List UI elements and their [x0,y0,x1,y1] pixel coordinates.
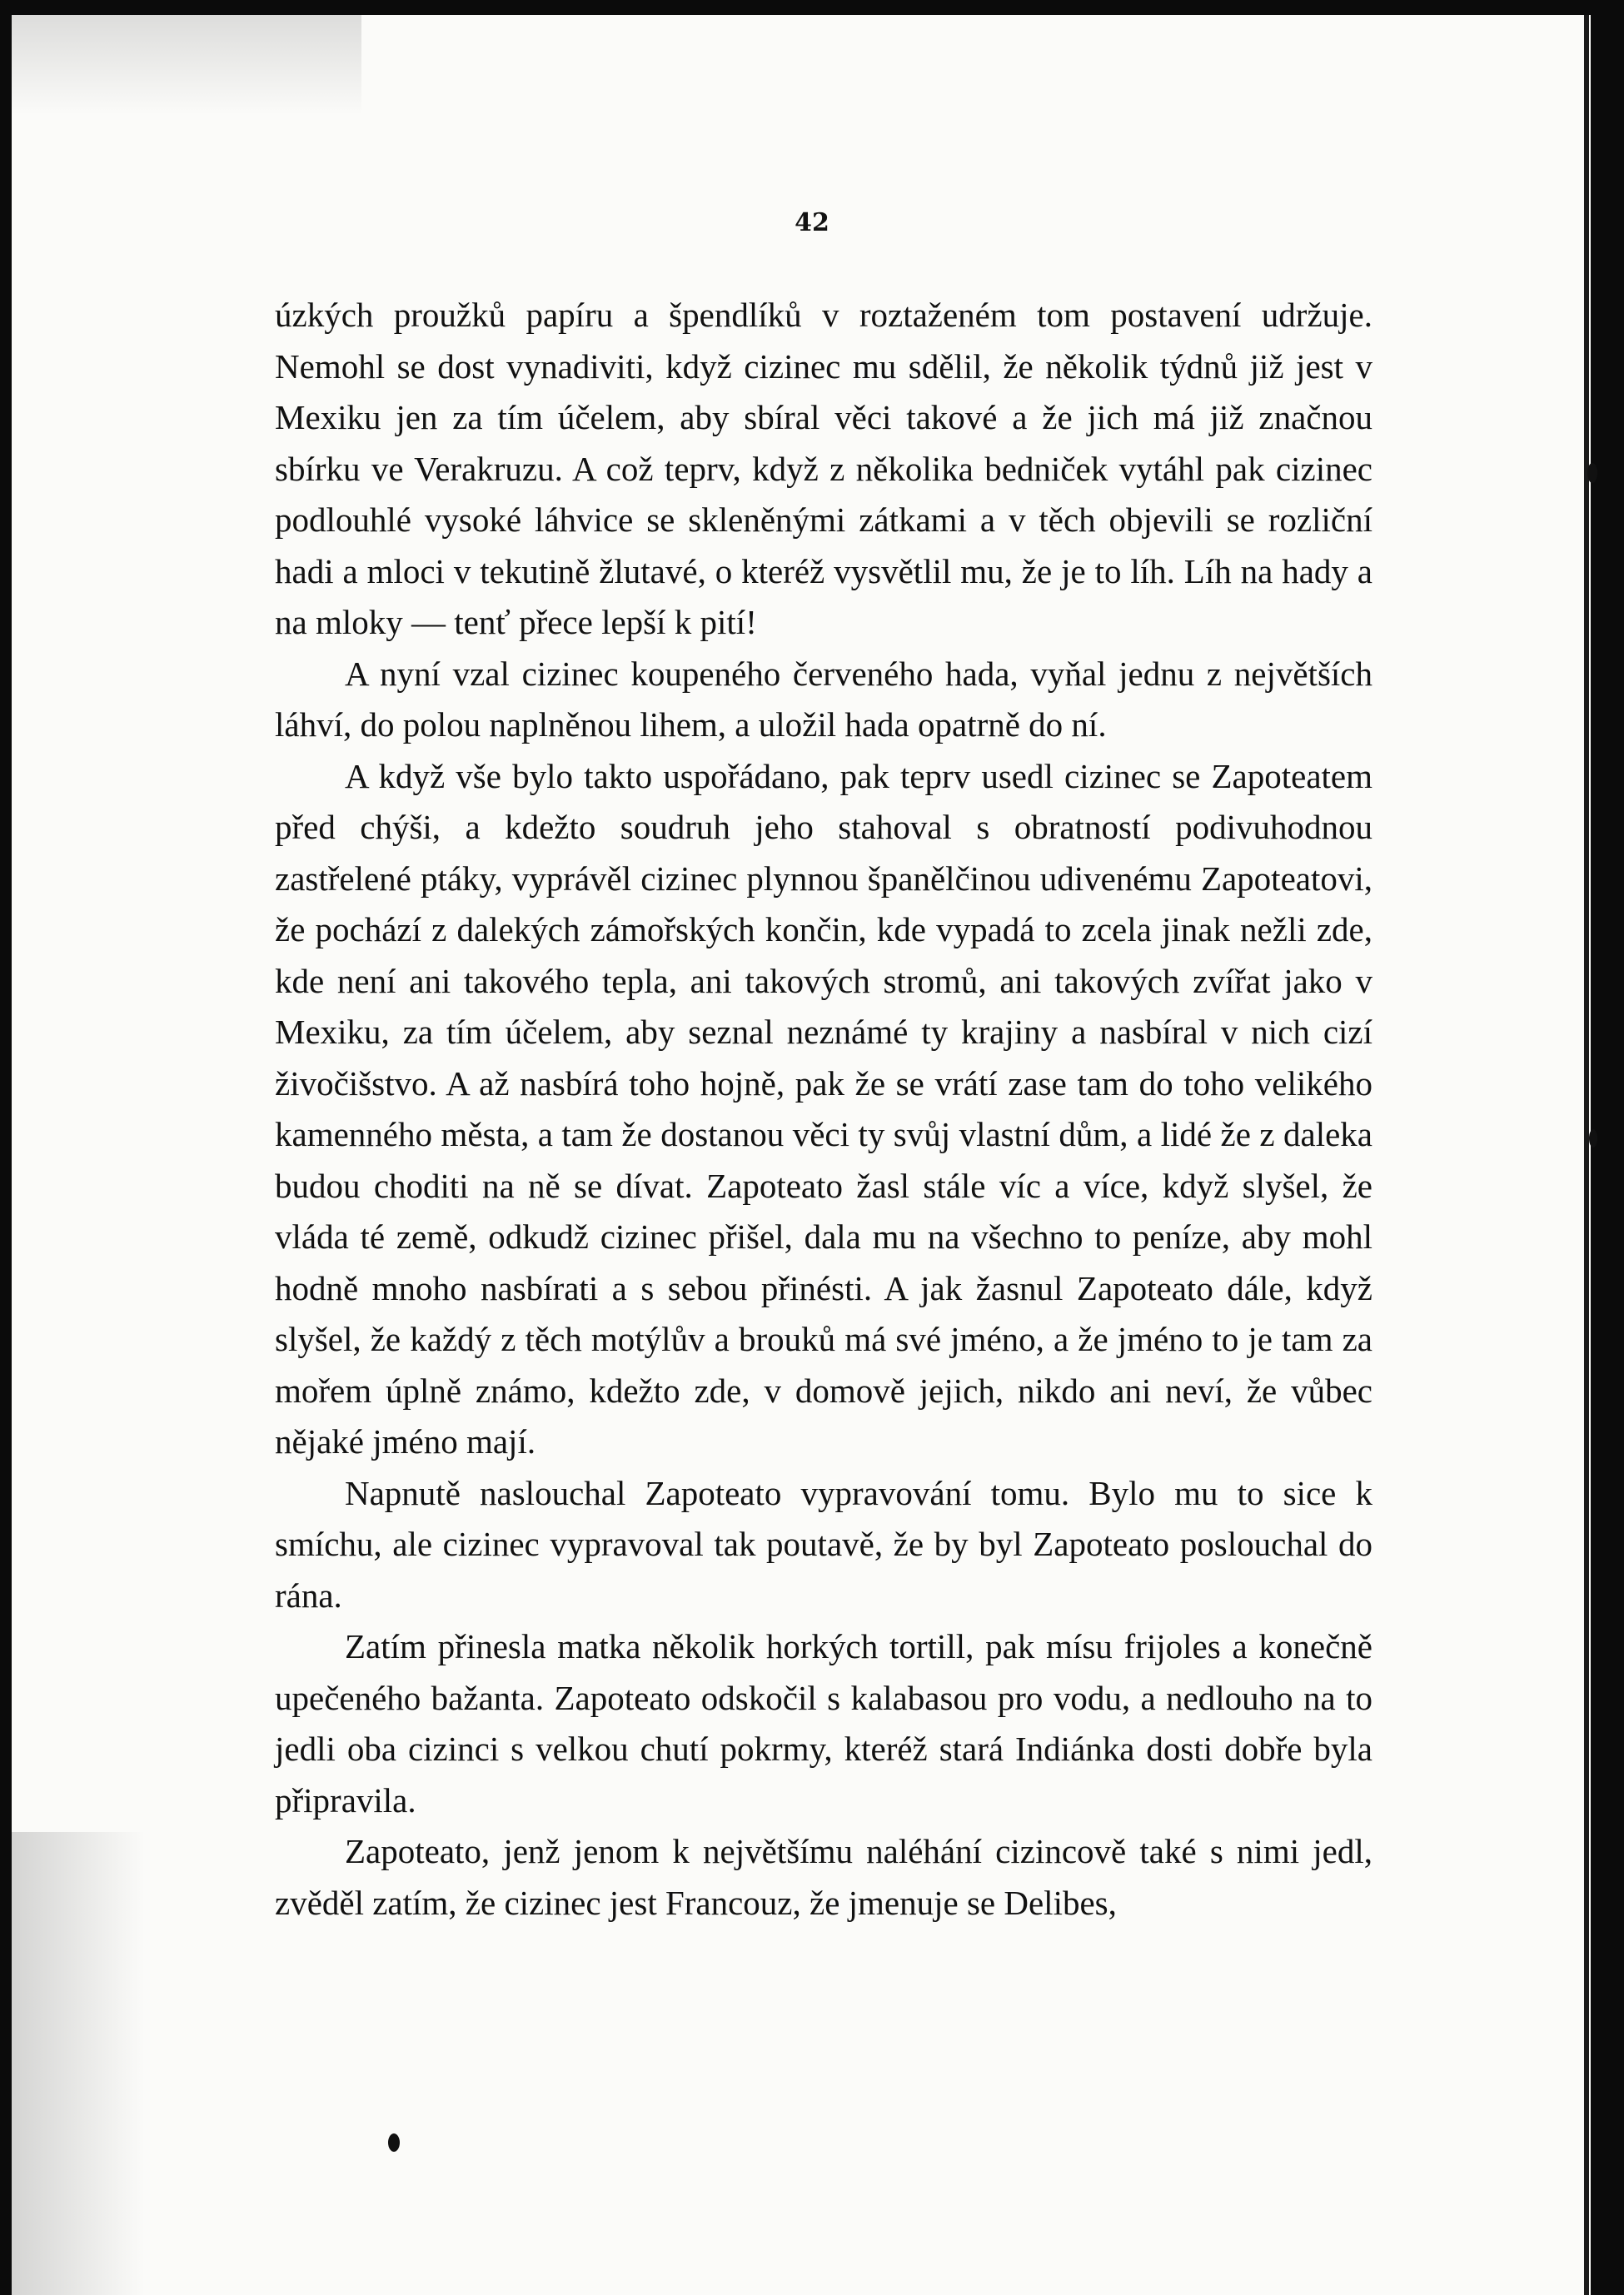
paragraph: A když vše bylo takto uspořádano, pak teprv usedl cizinec se Zapoteatem před chýši, a kdežto soudruh jeho stahoval s obratností podivuhodnou zastřelené ptáky, vyprávěl cizinec plynnou španělčinou udivenému Zapoteatovi, že pochází z dalekých zámořských končin, kde vypadá to zcela jinak nežli zde, kde není ani takového tepla, ani takových stromů, ani takových zvířat jako v Mexiku, za tím účelem, aby seznal neznámé ty krajiny a nasbíral v nich cizí živočišstvo. A až nasbírá toho hojně, pak že se vrátí zase tam do toho velikého kamenného města, a tam že dostanou věci ty svůj vlastní dům, a lidé že z daleka budou choditi na ně se dívat. Zapoteato žasl stále víc a více, když slyšel, že vláda té země, odkudž cizinec přišel, dala mu na všechno to peníze, aby mohl hodně mnoho nasbírati a s sebou přinésti. A jak žasnul Zapoteato dále, když slyšel, že každý z těch motýlův a brouků má své jméno, a že jméno to je tam za mořem úplně známo, kdežto zde, v domově jejich, nikdo ani neví, že vůbec nějaké jméno mají. [275,756,1372,1461]
body-text [275,290,1372,1929]
paragraph: Napnutě naslouchal Zapoteato vypravování tomu. Bylo mu to sice k smíchu, ale cizinec vypravoval tak poutavě, že by byl Zapoteato poslouchal do rána. [275,1473,1372,1615]
scan-border-left [0,0,12,2295]
paragraph: A nyní vzal cizinec koupeného červeného hada, vyňal jednu z největších láhví, do polou naplněnou lihem, a uložil hada opatrně do ní. [275,654,1372,744]
binding-hole-icon [1589,1129,1597,1148]
ink-blot-icon [388,2133,400,2152]
page-number: 42 [795,208,829,237]
paragraph: Zatím přinesla matka několik horkých tortill, pak mísu frijoles a konečně upečeného bažanta. Zapoteato odskočil s kalabasou pro vodu, a nedlouho na to jedli oba cizinci s velkou chutí pokrmy, kteréž stará Indiánka dosti dobře byla připravila. [275,1627,1372,1820]
binding-hole-icon [1587,463,1597,483]
paragraph: Zapoteato, jenž jenom k největšímu naléhání cizincově také s nimi jedl, zvěděl zatím, že cizinec jest Francouz, že jmenuje se Delibes, [275,1832,1372,1922]
scan-border-right [1591,0,1624,2295]
scan-border-top [0,0,1624,15]
scan-shadow-bottom-left [12,1832,145,2295]
paragraph: úzkých proužků papíru a špendlíků v roztaženém tom postavení udržuje. Nemohl se dost vynadiviti, když cizinec mu sdělil, že několik týdnů již jest v Mexiku jen za tím účelem, aby sbíral věci takové a že jich má již značnou sbírku ve Verakruzu. A což teprv, když z několika bedniček vytáhl pak cizinec podlouhlé vysoké láhvice se skleněnými zátkami a v těch objevili se rozliční hadi a mloci v tekutině žlutavé, o kteréž vysvětlil mu, že je to líh. Líh na hady a na mloky — tenť přece lepší k pití! [275,296,1372,641]
scan-shadow-top [12,15,361,115]
page-fold-line [1584,15,1589,2295]
